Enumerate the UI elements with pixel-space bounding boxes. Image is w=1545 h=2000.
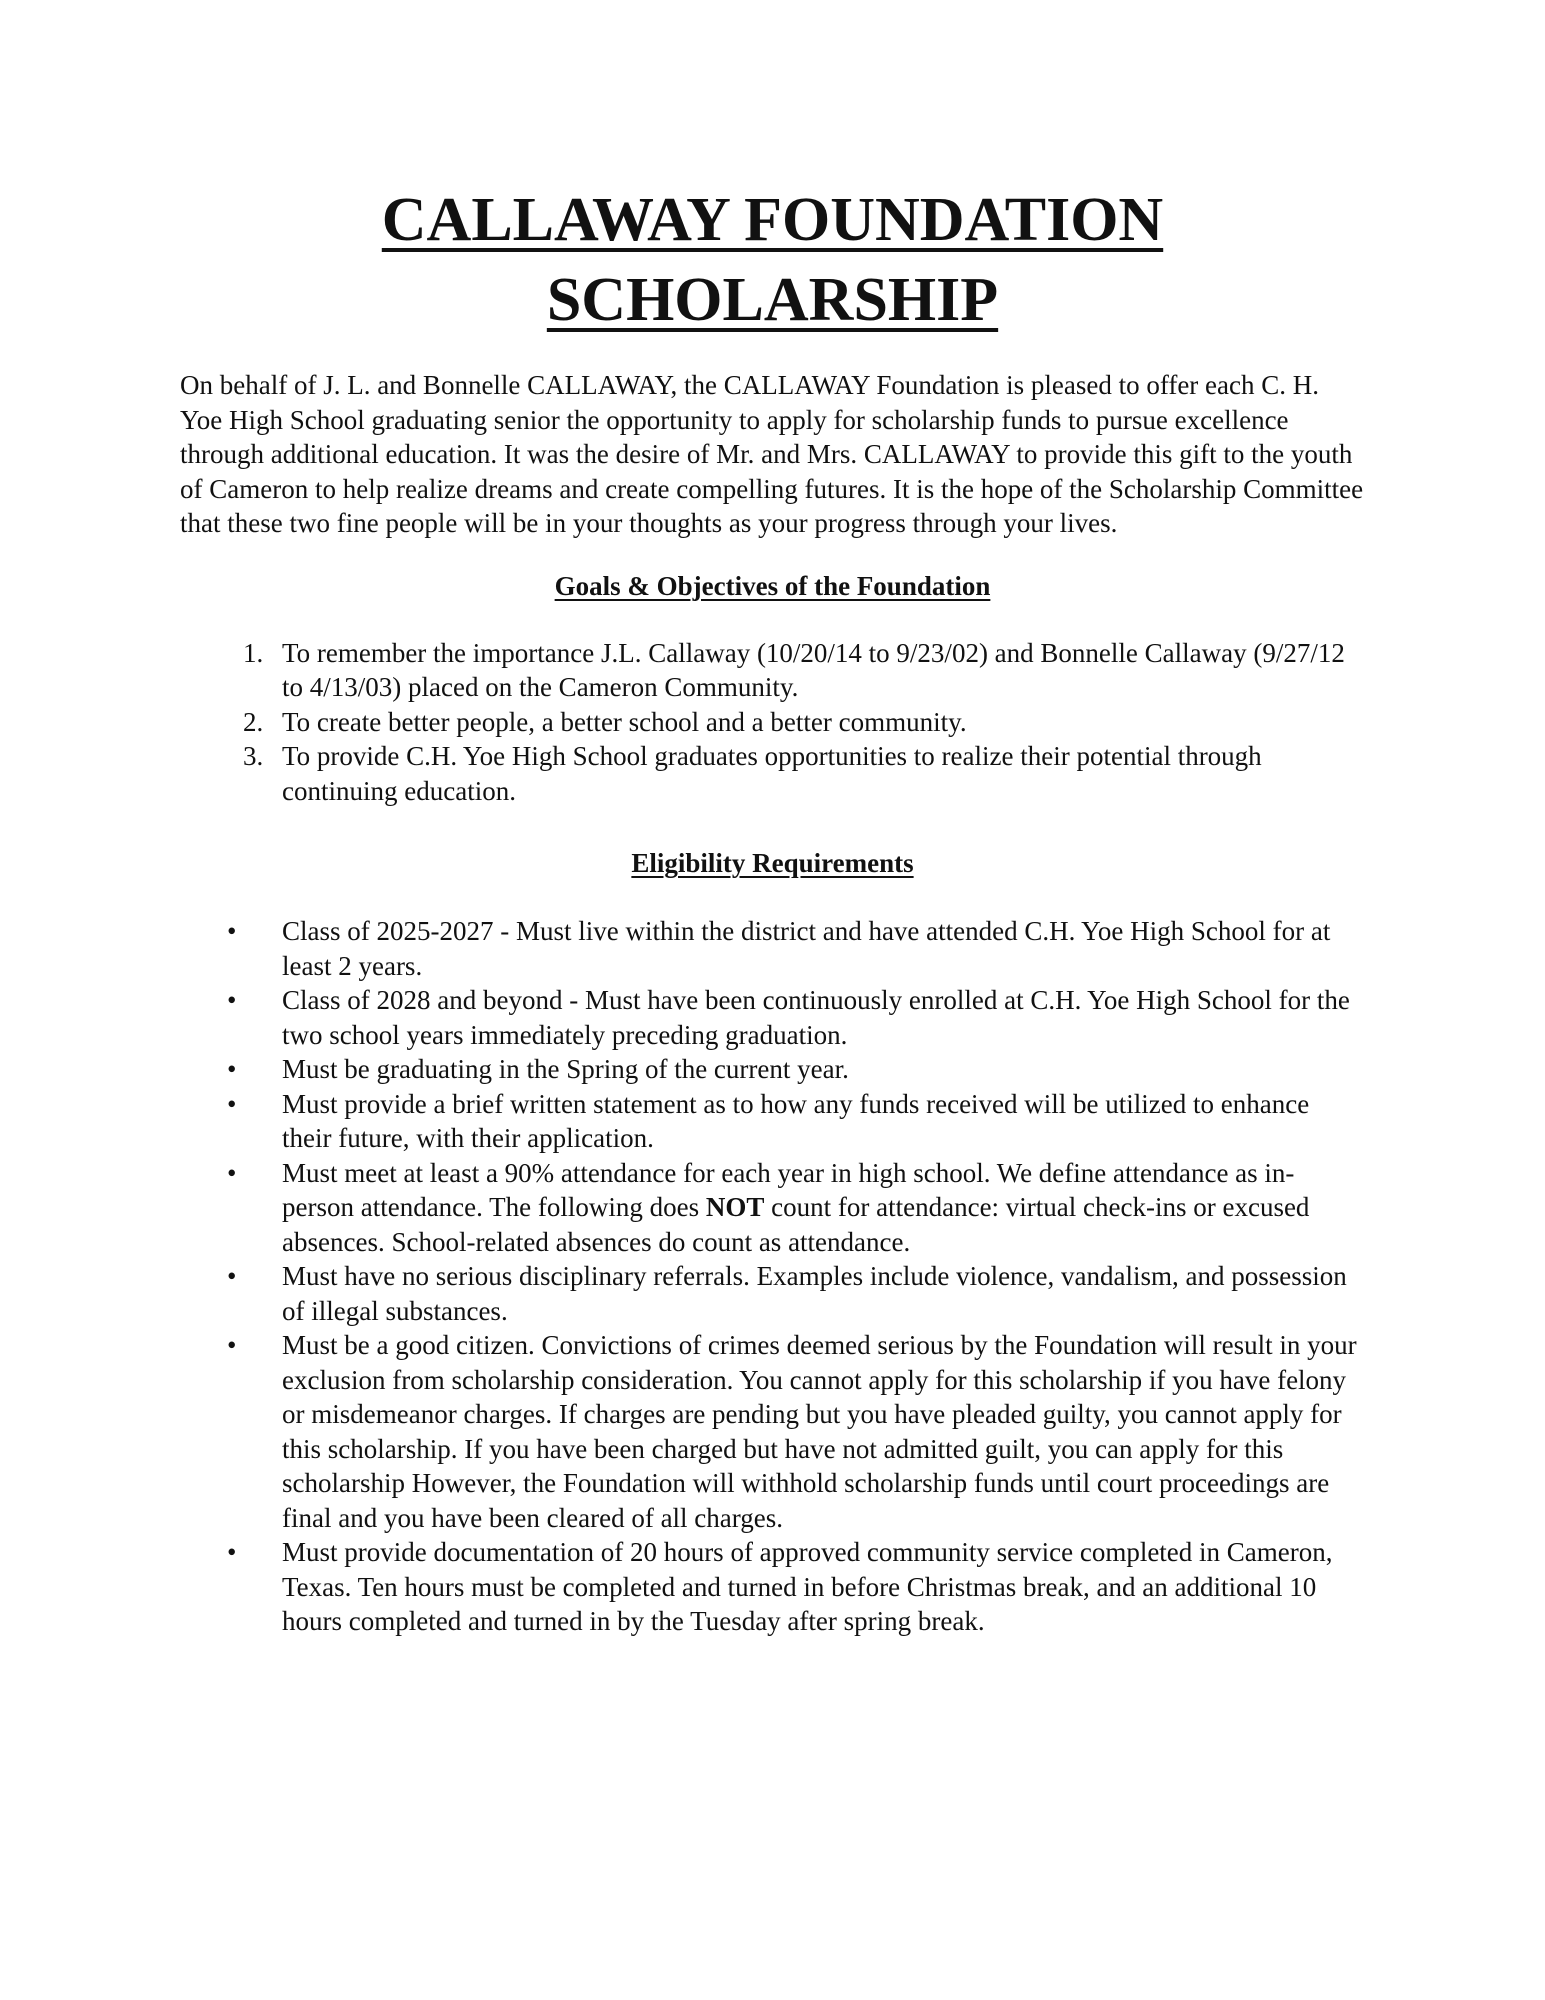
goals-heading — [180, 569, 1365, 603]
title-line-1: CALLAWAY FOUNDATION — [381, 186, 1164, 254]
goal-item: 1. To remember the importance J.L. Callaway (10/20/14 to 9/23/02) and Bonnelle Callaway (9/27/12 to 4/13/03) placed on the Cameron Community. — [270, 636, 1365, 705]
title-line-2: SCHOLARSHIP — [546, 266, 999, 334]
eligibility-heading-text: Eligibility Requirements — [631, 848, 914, 878]
document-title — [180, 180, 1365, 340]
goals-heading-text: Goals & Objectives of the Foundation — [554, 570, 991, 601]
attendance-not-emphasis: NOT — [705, 1192, 765, 1222]
attendance-text-after: count for attendance: virtual check-ins or excused absences. School-related absences do count as attendance. — [282, 1192, 1310, 1257]
goal-item: 3. To provide C.H. Yoe High School graduates opportunities to realize their potential through continuing education. — [270, 739, 1365, 808]
eligibility-item: • Class of 2028 and beyond - Must have been continuously enrolled at C.H. Yoe High School for the two school years immediately preceding graduation. — [270, 983, 1365, 1052]
eligibility-item — [270, 1156, 1365, 1260]
eligibility-item: • Class of 2025-2027 - Must live within the district and have attended C.H. Yoe High School for at least 2 years. — [270, 914, 1365, 983]
eligibility-item: • Must provide documentation of 20 hours of approved community service completed in Cameron, Texas. Ten hours must be completed and turned in before Christmas break, and an additional 10 hours completed and turned in by the Tuesday after spring break. — [270, 1535, 1365, 1639]
attendance-text-before: Must meet at least a 90% attendance for each year in high school. We define attendance as in-person attendance. The following does — [282, 1157, 1295, 1222]
eligibility-item: • Must have no serious disciplinary referrals. Examples include violence, vandalism, and possession of illegal substances. — [270, 1259, 1365, 1328]
intro-paragraph: On behalf of J. L. and Bonnelle CALLAWAY, the CALLAWAY Foundation is pleased to offer each C. H. Yoe High School graduating senior the opportunity to apply for scholarship funds to pursue excellence through additional education. It was the desire of Mr. and Mrs. CALLAWAY to provide this gift to the youth of Cameron to help realize dreams and create compelling futures. It is the hope of the Scholarship Committee that these two fine people will be in your thoughts as your progress through your lives. — [180, 370, 1364, 538]
goals-list — [180, 636, 1365, 809]
goal-item: 2. To create better people, a better school and a better community. — [270, 705, 1365, 740]
eligibility-item: • Must be graduating in the Spring of the current year. — [270, 1052, 1365, 1087]
eligibility-item: • Must provide a brief written statement as to how any funds received will be utilized to enhance their future, with their application. — [270, 1087, 1365, 1156]
eligibility-list — [180, 914, 1365, 1639]
eligibility-item: • Must be a good citizen. Convictions of crimes deemed serious by the Foundation will result in your exclusion from scholarship consideration. You cannot apply for this scholarship if you have felony or misdemeanor charges. If charges are pending but you have pleaded guilty, you cannot apply for this scholarship. If you have been charged but have not admitted guilt, you can apply for this scholarship However, the Foundation will withhold scholarship funds until court proceedings are final and you have been cleared of all charges. — [270, 1328, 1365, 1535]
eligibility-heading — [180, 846, 1365, 880]
